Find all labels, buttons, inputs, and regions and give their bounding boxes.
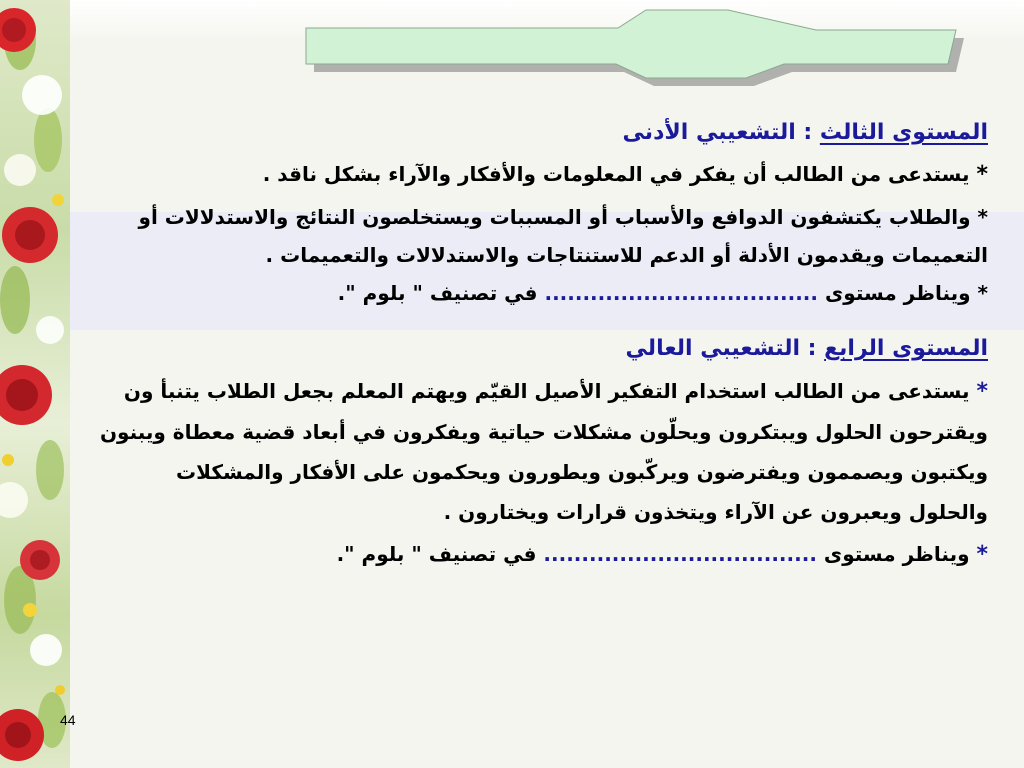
level4-line2-star: * <box>976 542 988 567</box>
level4-heading-rest: : التشعيبي العالي <box>625 336 825 361</box>
level4-line1 <box>95 371 988 532</box>
level3-line3 <box>95 274 988 312</box>
level4-line1-text: يستدعى من الطالب استخدام التفكير الأصيل القيّم ويهتم المعلم بجعل الطلاب يتنبأ ون ويقترحون الحلول ويبتكرون ويحلّون مشكلات حياتية ويفكرون في أبعاد قضية معطاة ويبنون ويكتبون ويصممون ويفترضون ويركّبون ويطورون ويحكمون على الأفكار والمشكلات والحلول ويعبرون عن الآراء ويتخذون قرارات ويختارون . <box>99 379 988 524</box>
flower-border-art <box>0 0 70 768</box>
level4-line1-star: * <box>976 379 988 404</box>
level4-line2-dots: .................................... <box>543 542 817 566</box>
level3-line3-dots: .................................... <box>544 281 818 305</box>
level3-line3-prefix: * ويناظر مستوى <box>817 281 988 305</box>
level3-line1-star: * <box>976 162 988 187</box>
level4-line2-suffix: في تصنيف " بلوم ". <box>336 542 544 566</box>
level4-heading-label: المستوى الرابع <box>824 336 988 361</box>
level3-heading-rest: : التشعيبي الأدنى <box>622 120 820 145</box>
level3-line1-text: يستدعى من الطالب أن يفكر في المعلومات والأفكار والآراء بشكل ناقد . <box>262 162 977 186</box>
page-number: 44 <box>60 712 76 728</box>
level3-heading-label: المستوى الثالث <box>819 120 988 145</box>
level3-heading <box>95 110 988 155</box>
level3-section <box>95 110 988 312</box>
slide-content <box>95 110 988 577</box>
level4-line2 <box>95 532 988 577</box>
level3-line1 <box>95 155 988 194</box>
level3-line2: * والطلاب يكتشفون الدوافع والأسباب أو المسببات ويستخلصون النتائج والاستدلالات أو التعميمات ويقدمون الأدلة أو الدعم للاستنتاجات والاستدلالات والتعميمات . <box>138 205 988 267</box>
level4-section <box>95 326 988 577</box>
level3-line3-suffix: في تصنيف " بلوم ". <box>337 281 545 305</box>
flower-border <box>0 0 70 768</box>
level4-heading <box>95 326 988 371</box>
title-banner <box>300 8 966 90</box>
level4-line2-prefix: ويناظر مستوى <box>816 542 977 566</box>
